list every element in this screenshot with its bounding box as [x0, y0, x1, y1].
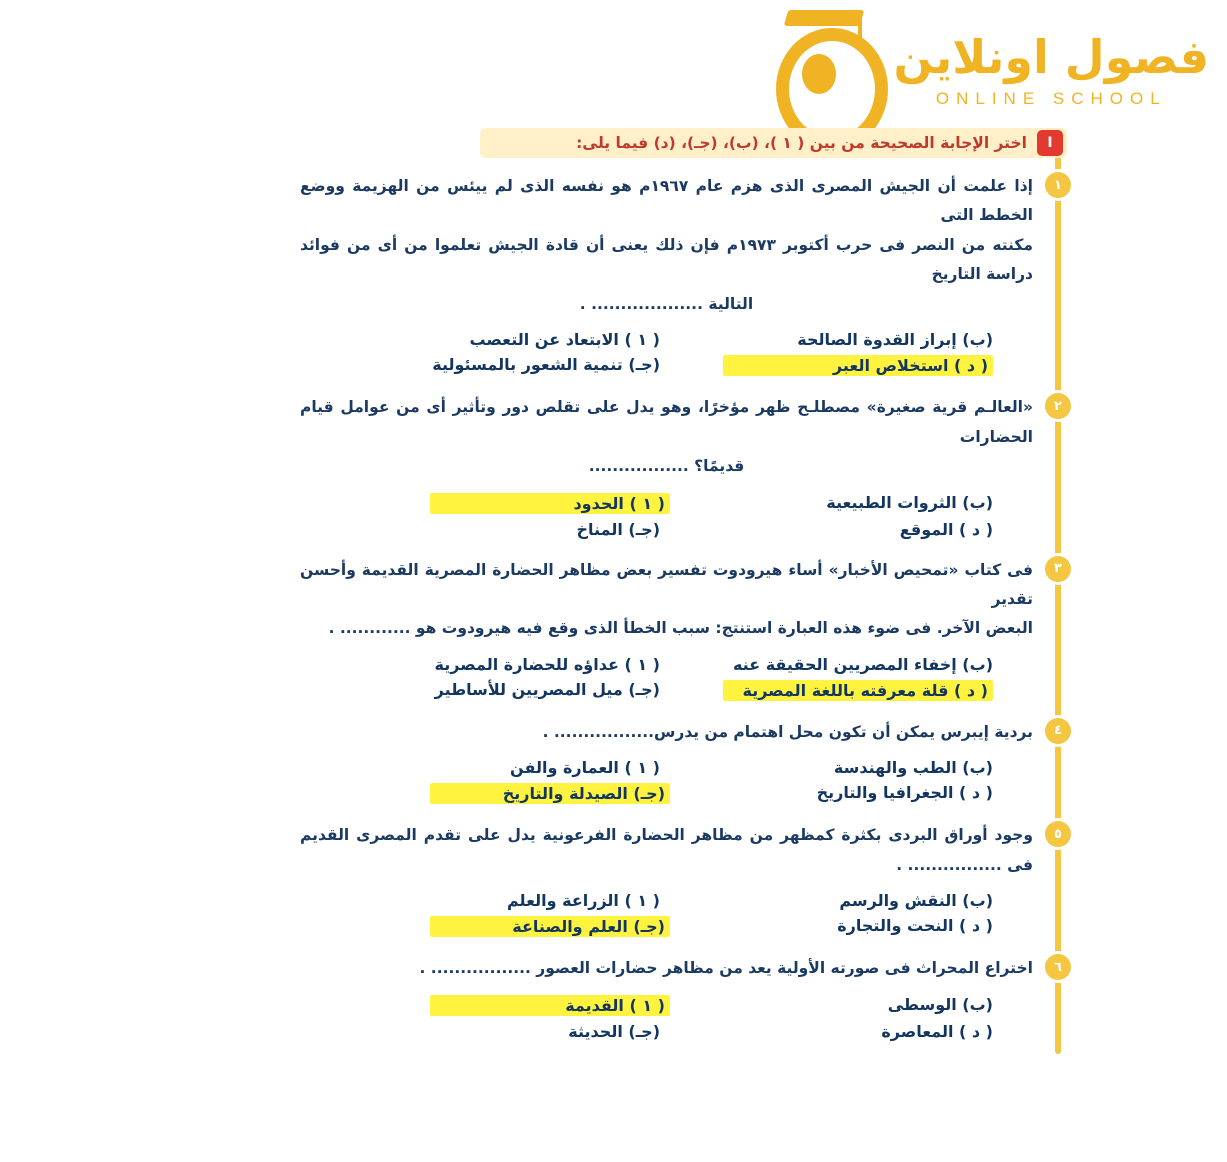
option-c[interactable]: (جـ) الصيدلة والتاريخ	[430, 783, 670, 804]
question-line-3: قديمًا؟ .................	[588, 457, 745, 476]
option-c[interactable]: (جـ) تنمية الشعور بالمسئولية	[432, 355, 660, 375]
question-number-badge: ٣	[1045, 556, 1071, 582]
section-instruction: اختر الإجابة الصحيحة من بين ( ١ )، (ب)، (جـ)، (د) فيما يلى:	[576, 134, 1027, 152]
option-list	[300, 888, 1033, 940]
option-b[interactable]: (ب) إخفاء المصريين الحقيقة عنه	[732, 654, 993, 674]
option-a[interactable]: ( ١ ) الزراعة والعلم	[507, 891, 660, 911]
question-text	[300, 718, 1033, 747]
option-b[interactable]: (ب) الطب والهندسة	[833, 758, 993, 778]
question-2	[300, 393, 1067, 541]
option-row	[300, 755, 1033, 780]
option-a[interactable]: ( ١ ) الابتعاد عن التعصب	[469, 330, 660, 350]
option-list	[300, 992, 1033, 1044]
option-list	[300, 490, 1033, 542]
option-row	[300, 352, 1033, 379]
option-a[interactable]: ( ١ ) القديمة	[430, 995, 670, 1016]
question-line-1: بردية إيبرس يمكن أن تكون محل اهتمام من يدرس................. .	[542, 722, 1033, 741]
option-d[interactable]: ( د ) قلة معرفته باللغة المصرية	[723, 680, 993, 701]
section-header	[480, 128, 1067, 158]
question-number-badge: ٥	[1045, 821, 1071, 847]
option-b[interactable]: (ب) الثروات الطبيعية	[826, 492, 993, 512]
question-number-badge: ٢	[1045, 393, 1071, 419]
option-a[interactable]: ( ١ ) العمارة والفن	[510, 758, 660, 778]
question-line-1: وجود أوراق البردى بكثرة كمظهر من مظاهر الحضارة الفرعونية يدل على تقدم المصرى القديم فى ................ .	[300, 826, 1033, 874]
option-c[interactable]: (جـ) ميل المصريين للأساطير	[434, 679, 660, 699]
question-line-1: «العالـم قرية صغيرة» مصطلـح ظهر مؤخرًا، وهو يدل على تقلص دور وتأثير أى من عوامل قيام الحضارات	[300, 398, 1033, 446]
option-row	[300, 677, 1033, 704]
option-d[interactable]: ( د ) النحت والتجارة	[837, 916, 993, 936]
option-row	[300, 490, 1033, 517]
option-a[interactable]: ( ١ ) عداؤه للحضارة المصرية	[434, 654, 660, 674]
question-text	[300, 172, 1033, 319]
option-d[interactable]: ( د ) استخلاص العبر	[723, 355, 993, 376]
option-b[interactable]: (ب) النقش والرسم	[839, 891, 993, 911]
question-number-badge: ١	[1045, 172, 1071, 198]
question-4	[300, 718, 1067, 807]
option-row	[300, 888, 1033, 913]
question-text	[300, 556, 1033, 644]
option-row	[300, 913, 1033, 940]
question-1	[300, 172, 1067, 379]
option-row	[300, 652, 1033, 677]
option-c[interactable]: (جـ) الحديثة	[568, 1021, 660, 1041]
question-6	[300, 954, 1067, 1043]
section-number: I	[1037, 130, 1063, 156]
option-b[interactable]: (ب) إبراز القدوة الصالحة	[797, 330, 993, 350]
option-list	[300, 327, 1033, 379]
logo-subtitle: ONLINE SCHOOL	[935, 88, 1167, 108]
question-line-1: إذا علمت أن الجيش المصرى الذى هزم عام ١٩٦٧م هو نفسه الذى لم ييئس من الهزيمة ووضع الخطط التى	[300, 177, 1033, 225]
graduation-cap-icon	[762, 10, 880, 130]
option-list	[300, 755, 1033, 807]
worksheet	[300, 128, 1067, 1044]
option-d[interactable]: ( د ) المعاصرة	[881, 1021, 993, 1041]
question-text	[300, 954, 1033, 983]
brand-logo	[762, 10, 1209, 130]
option-row	[300, 327, 1033, 352]
option-b[interactable]: (ب) الوسطى	[887, 994, 993, 1014]
option-row	[300, 517, 1033, 542]
question-line-3: التالية ................... .	[579, 294, 754, 313]
question-3	[300, 556, 1067, 704]
logo-text	[893, 29, 1209, 108]
question-line-1: اختراع المحراث فى صورته الأولية يعد من مظاهر حضارات العصور ................. .	[419, 959, 1033, 978]
question-line-1: فى كتاب «تمحيص الأخبار» أساء هيرودوت تفسير بعض مظاهر الحضارة المصرية القديمة وأحسن تقدير	[300, 560, 1033, 608]
logo-title: فصول اونلاين	[893, 29, 1209, 84]
option-a[interactable]: ( ١ ) الحدود	[430, 493, 670, 514]
option-d[interactable]: ( د ) الجغرافيا والتاريخ	[816, 783, 993, 803]
question-5	[300, 821, 1067, 940]
option-row	[300, 992, 1033, 1019]
option-list	[300, 652, 1033, 704]
question-number-badge: ٦	[1045, 954, 1071, 980]
option-d[interactable]: ( د ) الموقع	[899, 519, 993, 539]
option-c[interactable]: (جـ) العلم والصناعة	[430, 916, 670, 937]
option-c[interactable]: (جـ) المناخ	[576, 519, 660, 539]
question-line-2: البعض الآخر. فى ضوء هذه العبارة استنتج: سبب الخطأ الذى وقع فيه هيرودوت هو ............ .	[328, 619, 1033, 638]
option-row	[300, 1019, 1033, 1044]
option-row	[300, 780, 1033, 807]
question-number-badge: ٤	[1045, 718, 1071, 744]
question-line-2: مكنته من النصر فى حرب أكتوبر ١٩٧٣م فإن ذلك يعنى أن قادة الجيش تعلموا من أى من فوائد دراسة التاريخ	[300, 235, 1033, 284]
question-text	[300, 821, 1033, 880]
question-text	[300, 393, 1033, 481]
